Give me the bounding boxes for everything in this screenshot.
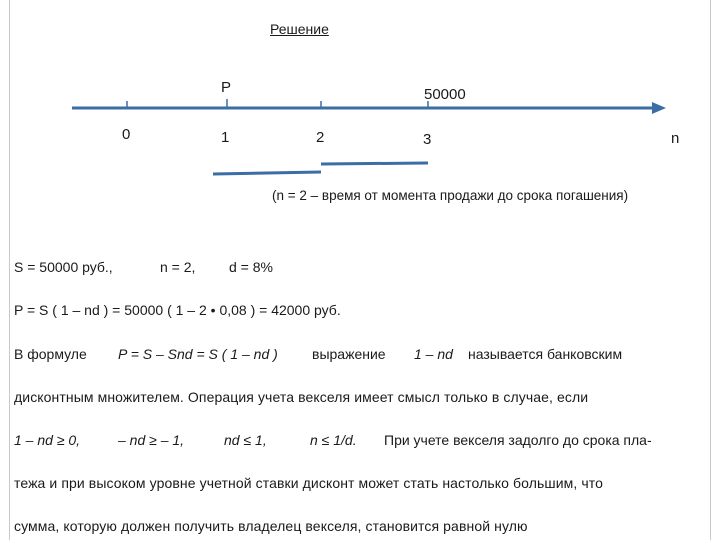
timeline-diagram — [0, 0, 720, 200]
condition-3: nd ≤ 1, — [224, 432, 267, 448]
paragraph-line1-end: называется банковским — [468, 346, 623, 362]
timeline-end-label: n — [671, 130, 680, 147]
tick-label-2: 2 — [316, 129, 325, 146]
solution-heading: Решение — [270, 21, 329, 37]
condition-1: 1 – nd ≥ 0, — [14, 432, 81, 448]
paragraph-line1-formula: P = S – Snd = S ( 1 – nd ) — [118, 346, 278, 362]
condition-4: n ≤ 1/d. — [310, 432, 357, 448]
timeline-note: (n = 2 – время от момента продажи до срока погашения) — [272, 188, 629, 203]
timeline-arrow-head — [652, 102, 666, 114]
paragraph-line4: тежа и при высоком уровне учетной ставки дисконт может стать настолько большим, что — [14, 475, 603, 491]
given-discount-rate: d = 8% — [229, 259, 273, 275]
paragraph-line1-word: выражение — [312, 346, 386, 362]
paragraph-line2: дисконтным множителем. Операция учета векселя имеет смысл только в случае, если — [14, 389, 589, 405]
period-bracket-left — [213, 172, 321, 174]
given-term: n = 2, — [160, 259, 196, 275]
period-bracket-right — [321, 163, 428, 164]
paragraph-line1-intro: В формуле — [14, 346, 87, 362]
condition-2: – nd ≥ – 1, — [118, 432, 185, 448]
paragraph-line5: сумма, которую должен получить владелец векселя, становится равной нулю — [14, 518, 528, 534]
calculation-formula: P = S ( 1 – nd ) = 50000 ( 1 – 2 • 0,08 ) = 42000 руб. — [14, 302, 341, 318]
paragraph-line1-term: 1 – nd — [414, 346, 453, 362]
future-value-label: 50000 — [424, 86, 466, 103]
present-value-label: P — [221, 79, 232, 96]
tick-label-0: 0 — [122, 126, 131, 143]
paragraph-line3-tail: При учете векселя задолго до срока пла- — [384, 432, 652, 448]
tick-label-1: 1 — [221, 129, 230, 146]
given-sum: S = 50000 руб., — [14, 259, 113, 275]
tick-label-3: 3 — [423, 131, 432, 148]
